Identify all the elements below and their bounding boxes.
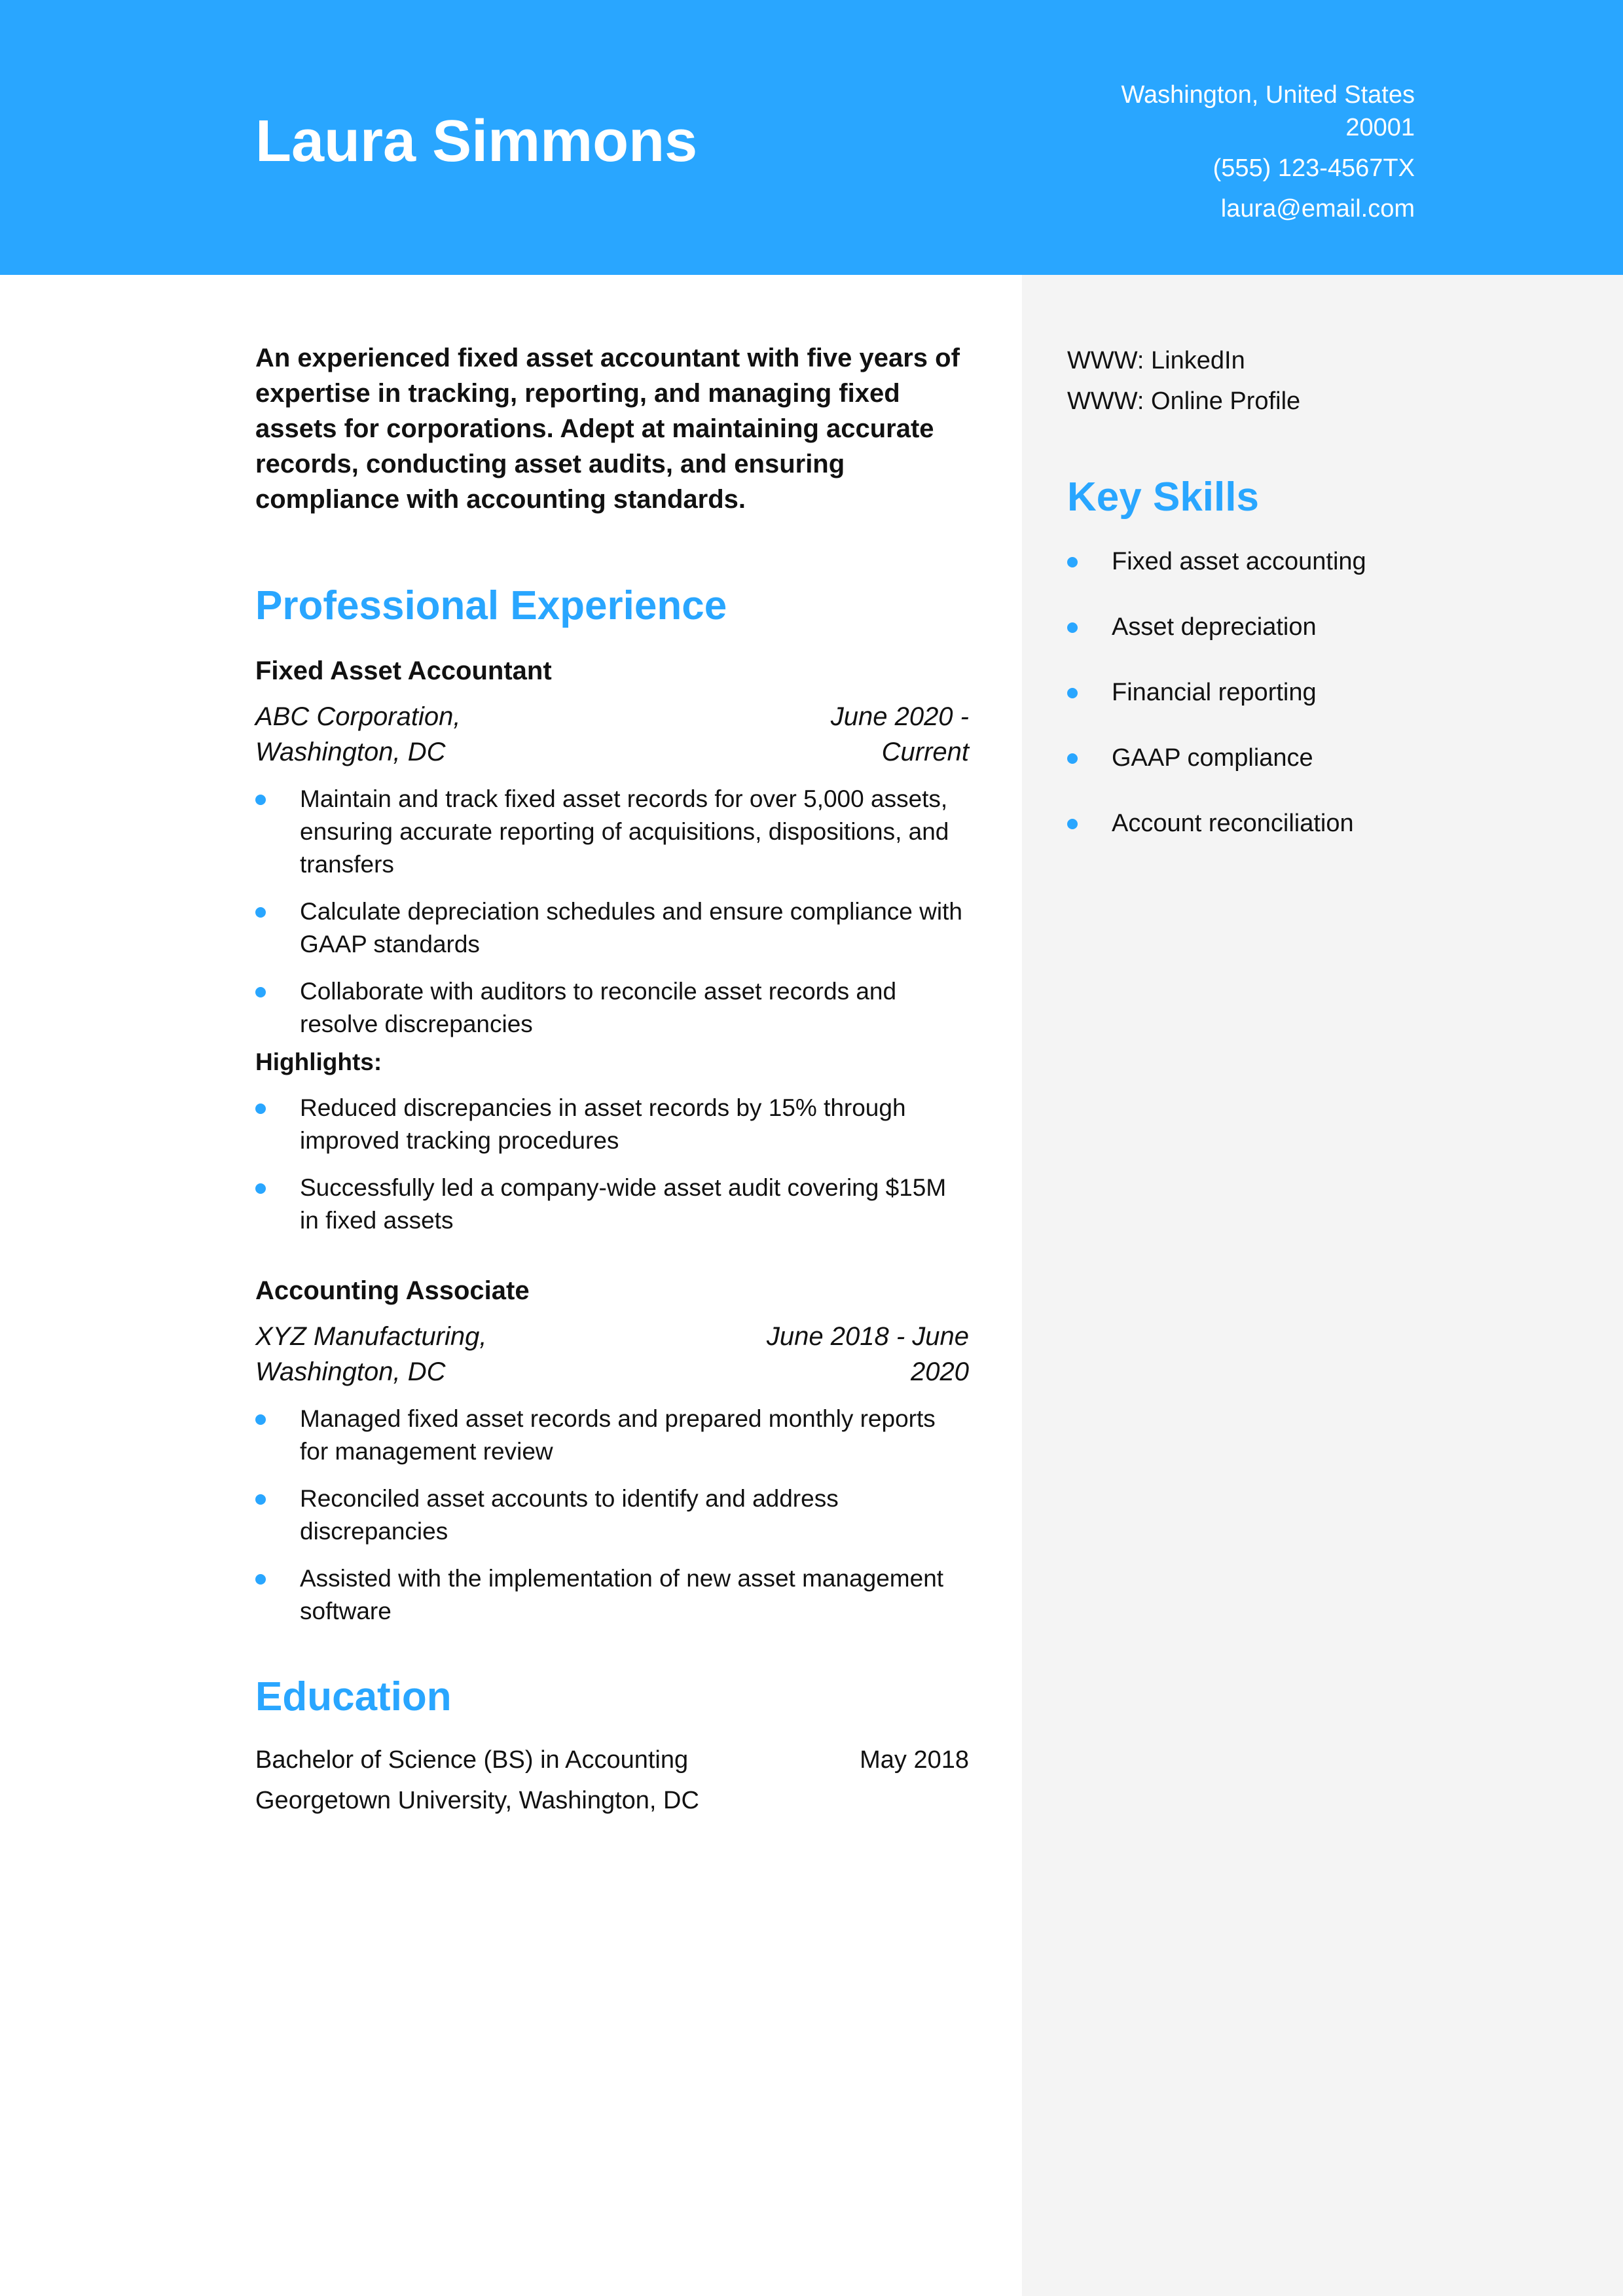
- list-item: Financial reporting: [1067, 676, 1558, 709]
- list-item: Account reconciliation: [1067, 807, 1558, 840]
- education-date: May 2018: [860, 1746, 969, 1774]
- list-item: Assisted with the implementation of new asset management software: [255, 1562, 969, 1628]
- job-meta: [255, 699, 969, 770]
- phone: (555) 123-4567TX: [1213, 154, 1415, 182]
- online-profile-link[interactable]: WWW: Online Profile: [1067, 387, 1301, 415]
- skills-list: [1067, 545, 1558, 840]
- candidate-name: Laura Simmons: [255, 109, 698, 174]
- email: laura@email.com: [1220, 195, 1415, 223]
- job-entry: [255, 656, 969, 1237]
- list-item: Managed fixed asset records and prepared monthly reports for management review: [255, 1403, 969, 1468]
- list-item: GAAP compliance: [1067, 742, 1558, 774]
- job-meta: [255, 1319, 969, 1390]
- highlights-label: Highlights:: [255, 1049, 382, 1075]
- education-entry: [255, 1740, 969, 1821]
- education-school: Georgetown University, Washington, DC: [255, 1787, 699, 1814]
- address-line-2: 20001: [1345, 114, 1415, 141]
- job-title: Accounting Associate: [255, 1276, 530, 1305]
- section-title-skills: Key Skills: [1067, 475, 1259, 520]
- job-dates-end: 2020: [911, 1357, 969, 1386]
- side-column: [1067, 340, 1558, 872]
- profile-links: [1067, 340, 1558, 422]
- job-title: Fixed Asset Accountant: [255, 656, 552, 685]
- list-item: Maintain and track fixed asset records for over 5,000 assets, ensuring accurate reporting of acquisitions, dispositions, and transfers: [255, 783, 969, 881]
- job-bullets: [255, 1403, 969, 1628]
- job-company: ABC Corporation,: [255, 702, 461, 731]
- job-dates-start: June 2018 - June: [766, 1322, 969, 1351]
- job-location: Washington, DC: [255, 738, 446, 766]
- job-entry: [255, 1276, 969, 1628]
- section-title-experience: Professional Experience: [255, 583, 727, 628]
- job-dates-start: June 2020 -: [830, 702, 969, 731]
- list-item: Reconciled asset accounts to identify and address discrepancies: [255, 1482, 969, 1548]
- list-item: Collaborate with auditors to reconcile asset records and resolve discrepancies: [255, 975, 969, 1041]
- linkedin-link[interactable]: WWW: LinkedIn: [1067, 347, 1245, 374]
- highlights-bullets: [255, 1092, 969, 1237]
- section-title-education: Education: [255, 1674, 452, 1719]
- summary: An experienced fixed asset accountant with five years of expertise in tracking, reporting, and managing fixed assets for corporations. Adept at maintaining accurate records, conducting asset audits, and ensuring compliance with accounting standards.: [255, 344, 960, 514]
- address-line-1: Washington, United States: [1121, 81, 1415, 109]
- main-column: [255, 340, 969, 1821]
- list-item: Asset depreciation: [1067, 611, 1558, 643]
- list-item: Reduced discrepancies in asset records by 15% through improved tracking procedures: [255, 1092, 969, 1157]
- job-bullets: [255, 783, 969, 1041]
- education-degree: Bachelor of Science (BS) in Accounting: [255, 1746, 689, 1774]
- job-location: Washington, DC: [255, 1357, 446, 1386]
- list-item: Successfully led a company-wide asset audit covering $15M in fixed assets: [255, 1172, 969, 1237]
- job-dates-end: Current: [881, 738, 969, 766]
- list-item: Fixed asset accounting: [1067, 545, 1558, 578]
- list-item: Calculate depreciation schedules and ensure compliance with GAAP standards: [255, 895, 969, 961]
- contact-info: [957, 79, 1415, 233]
- header-banner: [0, 0, 1623, 275]
- job-company: XYZ Manufacturing,: [255, 1322, 487, 1351]
